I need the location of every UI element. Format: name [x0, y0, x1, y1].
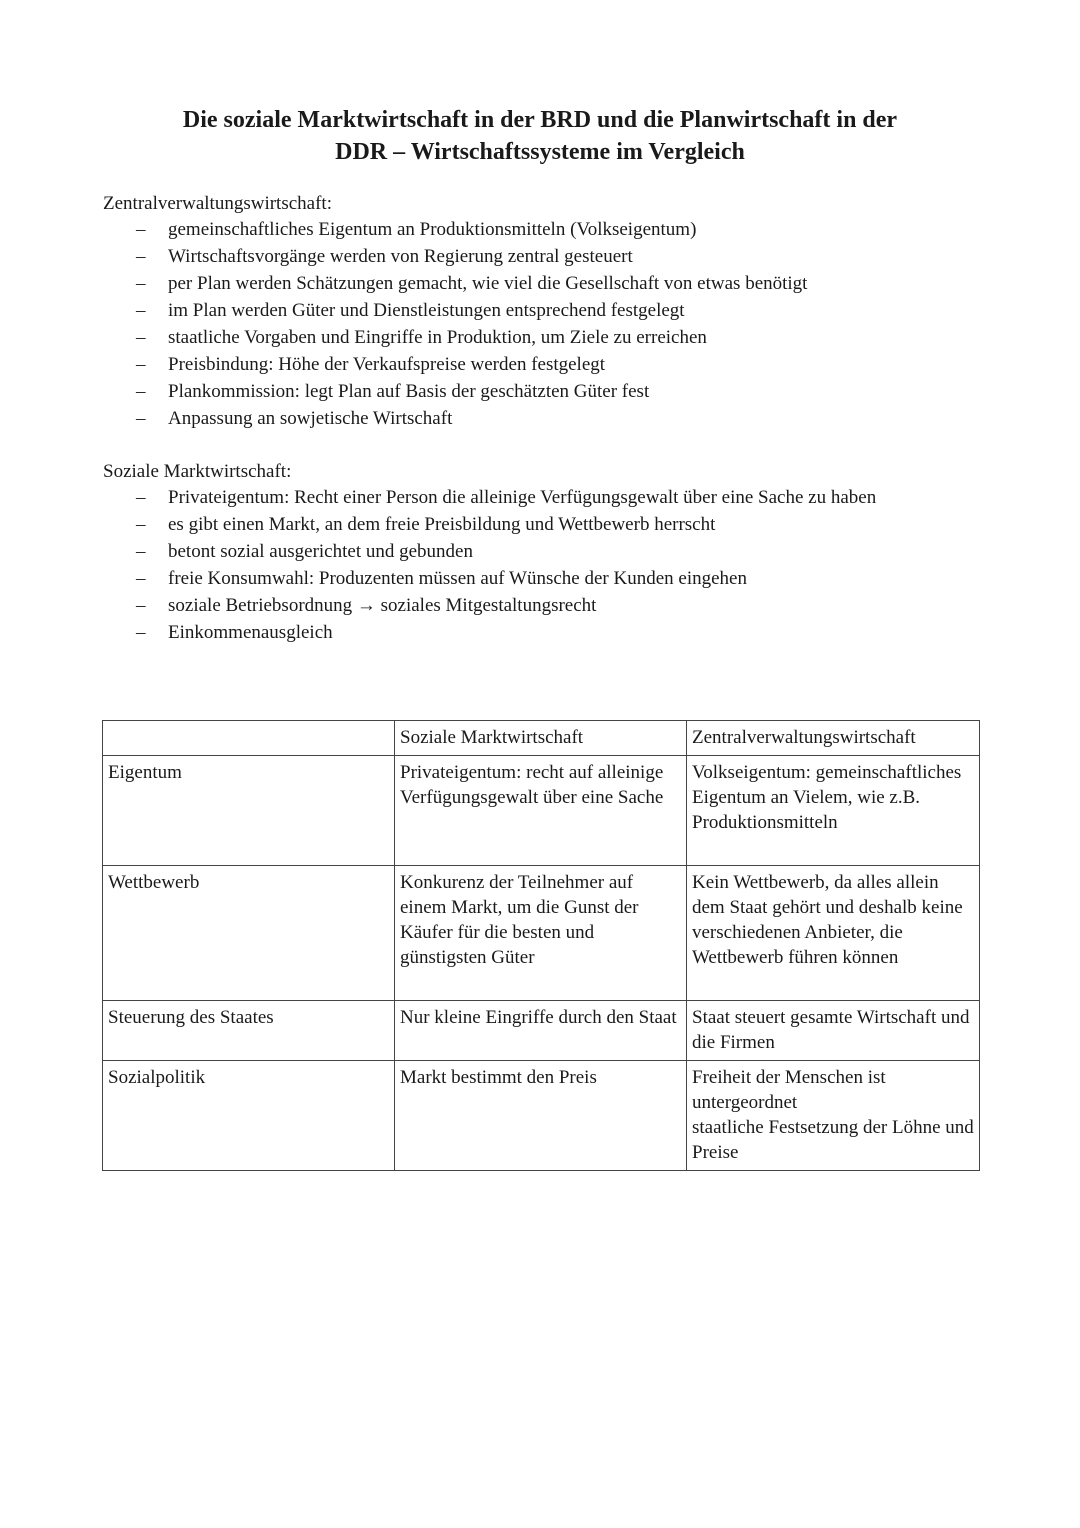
dash-bullet: –	[136, 300, 146, 321]
bullet-list	[103, 217, 953, 431]
list-item	[103, 271, 953, 296]
table-header-cell: Soziale Marktwirtschaft	[395, 721, 687, 756]
dash-bullet: –	[136, 568, 146, 589]
list-item-text: per Plan werden Schätzungen gemacht, wie viel die Gesellschaft von etwas benötigt	[168, 273, 808, 294]
dash-bullet: –	[136, 595, 146, 616]
list-item-text: Wirtschaftsvorgänge werden von Regierung zentral gesteuert	[168, 246, 633, 267]
table-header-row	[103, 721, 980, 756]
table-header-cell: Zentralverwaltungswirtschaft	[687, 721, 980, 756]
list-item-text: es gibt einen Markt, an dem freie Preisbildung und Wettbewerb herrscht	[168, 514, 716, 535]
dash-bullet: –	[136, 487, 146, 508]
cell-zentralverwaltungswirtschaft	[687, 1061, 980, 1171]
row-label: Wettbewerb	[103, 866, 395, 1001]
table-row	[103, 1061, 980, 1171]
list-item-text: freie Konsumwahl: Produzenten müssen auf Wünsche der Kunden eingehen	[168, 568, 747, 589]
row-label: Eigentum	[103, 756, 395, 866]
section-heading: Zentralverwaltungswirtschaft:	[103, 193, 332, 214]
section-heading: Soziale Marktwirtschaft:	[103, 461, 292, 482]
cell-text: staatliche Festsetzung der Löhne und Preise	[692, 1117, 974, 1163]
title-line-1: Die soziale Marktwirtschaft in der BRD und die Planwirtschaft in der	[182, 107, 898, 133]
dash-bullet: –	[136, 327, 146, 348]
dash-bullet: –	[136, 514, 146, 535]
dash-bullet: –	[136, 622, 146, 643]
cell-text: Staat steuert gesamte Wirtschaft und die Firmen	[692, 1007, 970, 1053]
list-item	[103, 379, 953, 404]
list-item-text: gemeinschaftliches Eigentum an Produktionsmitteln (Volkseigentum)	[168, 219, 697, 240]
dash-bullet: –	[136, 408, 146, 429]
list-item	[103, 539, 953, 564]
dash-bullet: –	[136, 381, 146, 402]
bullet-list	[103, 485, 953, 645]
page-title	[100, 104, 980, 168]
list-item-text: Preisbindung: Höhe der Verkaufspreise werden festgelegt	[168, 354, 606, 375]
list-item	[103, 406, 953, 431]
list-item-text: betont sozial ausgerichtet und gebunden	[168, 541, 473, 562]
cell-text: Konkurenz der Teilnehmer auf einem Markt, um die Gunst der Käufer für die besten und günstigsten Güter	[400, 872, 639, 968]
table-row	[103, 1001, 980, 1061]
list-item	[103, 620, 953, 645]
dash-bullet: –	[136, 541, 146, 562]
list-item	[103, 593, 953, 618]
list-item-text: soziale Betriebsordnung → soziales Mitgestaltungsrecht	[168, 595, 597, 616]
list-item-text: Plankommission: legt Plan auf Basis der geschätzten Güter fest	[168, 381, 650, 402]
dash-bullet: –	[136, 273, 146, 294]
dash-bullet: –	[136, 219, 146, 240]
list-item-text: staatliche Vorgaben und Eingriffe in Produktion, um Ziele zu erreichen	[168, 327, 707, 348]
cell-soziale-marktwirtschaft	[395, 1001, 687, 1061]
list-item	[103, 352, 953, 377]
list-item	[103, 217, 953, 242]
list-item	[103, 325, 953, 350]
list-item-text: Einkommenausgleich	[168, 622, 333, 643]
list-item	[103, 512, 953, 537]
cell-text: Privateigentum: recht auf alleinige Verfügungsgewalt über eine Sache	[400, 762, 664, 808]
cell-soziale-marktwirtschaft	[395, 1061, 687, 1171]
comparison-table	[102, 720, 980, 1171]
dash-bullet: –	[136, 354, 146, 375]
cell-text: Kein Wettbewerb, da alles allein dem Staat gehört und deshalb keine verschiedenen Anbieter, die Wettbewerb führen können	[692, 872, 963, 968]
table-header-cell	[103, 721, 395, 756]
list-item-text: Privateigentum: Recht einer Person die alleinige Verfügungsgewalt über eine Sache zu haben	[168, 487, 877, 508]
cell-text: Nur kleine Eingriffe durch den Staat	[400, 1007, 677, 1028]
list-item-text: im Plan werden Güter und Dienstleistungen entsprechend festgelegt	[168, 300, 685, 321]
cell-text: Markt bestimmt den Preis	[400, 1067, 597, 1088]
cell-text: Volkseigentum: gemeinschaftliches Eigentum an Vielem, wie z.B. Produktionsmitteln	[692, 762, 962, 833]
row-label: Steuerung des Staates	[103, 1001, 395, 1061]
cell-soziale-marktwirtschaft	[395, 756, 687, 866]
cell-zentralverwaltungswirtschaft	[687, 756, 980, 866]
title-line-2: DDR – Wirtschaftssysteme im Vergleich	[335, 139, 745, 165]
list-item	[103, 566, 953, 591]
section-zentralverwaltungswirtschaft	[103, 190, 953, 433]
list-item	[103, 244, 953, 269]
table-row	[103, 866, 980, 1001]
section-soziale-marktwirtschaft	[103, 458, 953, 647]
cell-soziale-marktwirtschaft	[395, 866, 687, 1001]
cell-zentralverwaltungswirtschaft	[687, 866, 980, 1001]
dash-bullet: –	[136, 246, 146, 267]
list-item	[103, 485, 953, 510]
row-label: Sozialpolitik	[103, 1061, 395, 1171]
list-item-text: Anpassung an sowjetische Wirtschaft	[168, 408, 453, 429]
table-row	[103, 756, 980, 866]
cell-zentralverwaltungswirtschaft	[687, 1001, 980, 1061]
list-item	[103, 298, 953, 323]
cell-text: Freiheit der Menschen ist untergeordnet	[692, 1067, 886, 1113]
